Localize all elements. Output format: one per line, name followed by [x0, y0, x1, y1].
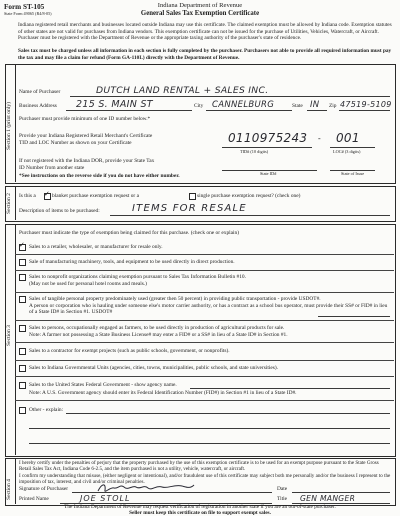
- items-description-label: Description of items to be purchased:: [19, 208, 100, 214]
- section-4-label: Section 4: [6, 479, 12, 500]
- option-contractor-text: Sales to a contractor for exempt projects (such as public schools, government, or nonprofits).: [29, 348, 230, 354]
- retail-merchant-label-1: Provide your Indiana Registered Retail Merchant's Certificate: [19, 133, 153, 139]
- state-field[interactable]: IN: [310, 100, 320, 110]
- other-state-label-2: ID Number from another state: [19, 165, 85, 171]
- option-federal-gov-checkbox[interactable]: [19, 382, 26, 389]
- zip-label: Zip: [329, 103, 337, 109]
- option-farmers-text: Sales to persons, occupationally engaged as farmers, to be used directly in production of agricultural products for sale.: [29, 325, 285, 331]
- agency-name-field[interactable]: [190, 388, 390, 389]
- items-description-line: [110, 215, 390, 216]
- usdot-field[interactable]: [318, 316, 390, 317]
- option-nonprofit-subtext: (May not be used for personal hotel rooms and meals.): [29, 281, 147, 287]
- state-label: State: [292, 103, 303, 109]
- option-divider: [15, 270, 394, 271]
- zip-line: [339, 110, 390, 111]
- printed-name-field[interactable]: JOE STOLL: [80, 494, 131, 503]
- tid-caption: TID# (10 digits): [240, 149, 269, 154]
- option-resale-text: Sales to a retailer, wholesaler, or manufacturer for resale only.: [29, 244, 163, 250]
- address-line: [66, 110, 192, 111]
- single-checkbox[interactable]: [189, 193, 196, 200]
- id-note: Purchaser must provide minimum of one ID number below.*: [19, 116, 151, 122]
- footer-line-2: Seller must keep this certificate on file to support exempt sales.: [129, 510, 271, 516]
- option-public-transport-text: Sales of tangible personal property predominately used (greater then 50 percent) in providing public transportation - provide USDOT#.: [29, 296, 321, 302]
- exemption-type-intro: Purchaser must indicate the type of exemption being claimed for this purchase. (check one or explain): [19, 230, 240, 236]
- option-divider: [15, 360, 394, 361]
- tid-loc-dash: -: [318, 134, 321, 143]
- purchaser-name-field[interactable]: DUTCH LAND RENTAL + SALES INC.: [96, 85, 269, 96]
- intro-paragraph-1: Indiana registered retail merchants and businesses located outside Indiana may use this certificate. The claimed exemption must be allowed by Indiana code. Exemption statutes of other states are not valid for purchases from Indiana vendors. This exemption certificate can not be issued for the purchase of Utilities, Vehicles, Watercraft, or Aircraft. Purchaser must be registered with the Department of Revenue or the appropriate taxing authority of the purchaser's state of residence.: [18, 22, 392, 42]
- option-public-transport-checkbox[interactable]: [19, 296, 26, 303]
- option-farmers-checkbox[interactable]: [19, 325, 26, 332]
- certification-statement: I hereby certify under the penalties of perjury that the property purchased by the use of this exemption certificate is to be used for an exempt purpose pursuant to the State Gross Retail Sales Tax Act, Indiana Code 6-2.5, and the item purchased is not a utility, vehicle, watercraft, or aircraft.: [19, 460, 379, 473]
- city-line: [206, 110, 292, 111]
- purchaser-name-line: [70, 96, 390, 97]
- city-label: City: [194, 103, 204, 109]
- option-resale-check-mark: ✓: [19, 241, 25, 249]
- state-line: [307, 110, 327, 111]
- items-description-field[interactable]: ITEMS FOR RESALE: [132, 203, 247, 214]
- option-public-transport-subtext: A person or corporation who is hauling under someone else's motor carrier authority, or has a contract as a school bus operator, must provide their SS# or FID# in lieu of a State ID# in Section #1. USDOT#: [29, 303, 388, 316]
- option-farmers-subtext: Note: A farmer not possessing a State Business License# may enter a FID# or a SS# in lieu of a State ID# in Section #1.: [29, 332, 288, 338]
- signature-label: Signature of Purchaser: [19, 486, 69, 492]
- section-3-label: Section 3: [6, 325, 12, 346]
- zip-field[interactable]: 47519-5109: [340, 100, 392, 109]
- other-explain-line-1[interactable]: [66, 413, 390, 414]
- state-form-number: State Form 49065 (R4/8-05): [4, 11, 52, 16]
- other-explain-line-2[interactable]: [29, 428, 390, 429]
- business-address-field[interactable]: 215 S. MAIN ST: [76, 99, 153, 110]
- date-field[interactable]: [292, 492, 390, 493]
- loc-line: [330, 147, 375, 148]
- section-2-label: Section 2: [6, 193, 12, 214]
- state-of-issue-caption: State of Issue: [341, 171, 365, 176]
- tid-line: [222, 147, 312, 148]
- retail-merchant-label-2: TID and LOC Number as shown on your Certificate: [19, 140, 132, 146]
- blanket-check-mark: ✓: [44, 190, 50, 198]
- option-divider: [15, 376, 394, 377]
- single-option-text: single purchase exemption request? (check one): [197, 193, 301, 199]
- form-id: Form ST-105: [4, 3, 45, 11]
- other-explain-line-3[interactable]: [29, 443, 390, 444]
- form-title: General Sales Tax Exemption Certificate: [140, 10, 260, 17]
- tid-field[interactable]: 0110975243: [228, 131, 308, 145]
- state-id-caption: State ID#: [260, 171, 277, 176]
- purchaser-name-label: Name of Purchaser: [19, 89, 61, 95]
- option-indiana-gov-text: Sales to Indiana Governmental Units (agencies, cities, towns, municipalities, public schools, and state universities).: [29, 365, 278, 371]
- business-address-label: Business Address: [19, 103, 57, 109]
- other-state-label-1: If not registered with the Indiana DOR, provide your State Tax: [19, 158, 155, 164]
- misuse-statement: I confirm my understanding that misuse, (either negligent or intentional), and/or fraudulent use of this certificate may subject both me personally and/or the business I represent to the imposition of tax, interest, and civil and/or criminal penalties.: [19, 473, 391, 486]
- option-nonprofit-checkbox[interactable]: [19, 274, 26, 281]
- purchaser-signature[interactable]: [96, 481, 196, 495]
- option-divider: [15, 342, 394, 343]
- option-divider: [15, 400, 394, 401]
- is-this-a-label: Is this a: [19, 193, 36, 199]
- date-label: Date: [277, 486, 288, 492]
- loc-field[interactable]: 001: [336, 131, 360, 145]
- blanket-option-text: blanket purchase exemption request or a: [52, 193, 139, 199]
- city-field[interactable]: CANNELBURG: [212, 100, 275, 110]
- option-divider: [15, 254, 394, 255]
- option-divider: [15, 320, 394, 321]
- option-nonprofit-text: Sales to nonprofit organizations claiming exemption pursuant to Sales Tax Information Bulletin #10.: [29, 274, 246, 280]
- agency-name: Indiana Department of Revenue: [157, 2, 243, 9]
- option-manufacturing-checkbox[interactable]: [19, 259, 26, 266]
- option-manufacturing-text: Sale of manufacturing machinery, tools, and equipment to be used directly in direct production.: [29, 259, 235, 265]
- footer-line-1: The Indiana Department of Revenue may request verification of registration in another state if you are an out-of-state purchaser.: [64, 504, 336, 510]
- see-instructions-note: *See instructions on the reverse side if you do not have either number.: [19, 173, 180, 179]
- option-federal-gov-text: Sales to the United States Federal Government - show agency name.: [29, 382, 177, 388]
- option-divider: [15, 292, 394, 293]
- section-1-label: Section 1 (print only): [6, 101, 12, 150]
- option-other-text: Other - explain:: [29, 407, 64, 413]
- option-other-checkbox[interactable]: [19, 407, 26, 414]
- option-indiana-gov-checkbox[interactable]: [19, 365, 26, 372]
- loc-caption: LOC# (3 digits): [333, 149, 361, 154]
- title-label: Title: [277, 496, 287, 502]
- printed-name-label: Printed Name: [19, 496, 49, 502]
- option-federal-gov-subtext: Note: A U.S. Government agency should enter its Federal Identification Number (FID#) in Section #1 in lieu of a State ID#.: [29, 390, 297, 396]
- intro-paragraph-2: Sales tax must be charged unless all information in each section is fully completed by the purchaser. Purchasers not able to provide all required information must pay the tax and may file a claim for refund (Form GA-110L) directly with the Department of Revenue.: [18, 48, 392, 61]
- title-field[interactable]: GEN MANGER: [300, 494, 356, 503]
- option-contractor-checkbox[interactable]: [19, 348, 26, 355]
